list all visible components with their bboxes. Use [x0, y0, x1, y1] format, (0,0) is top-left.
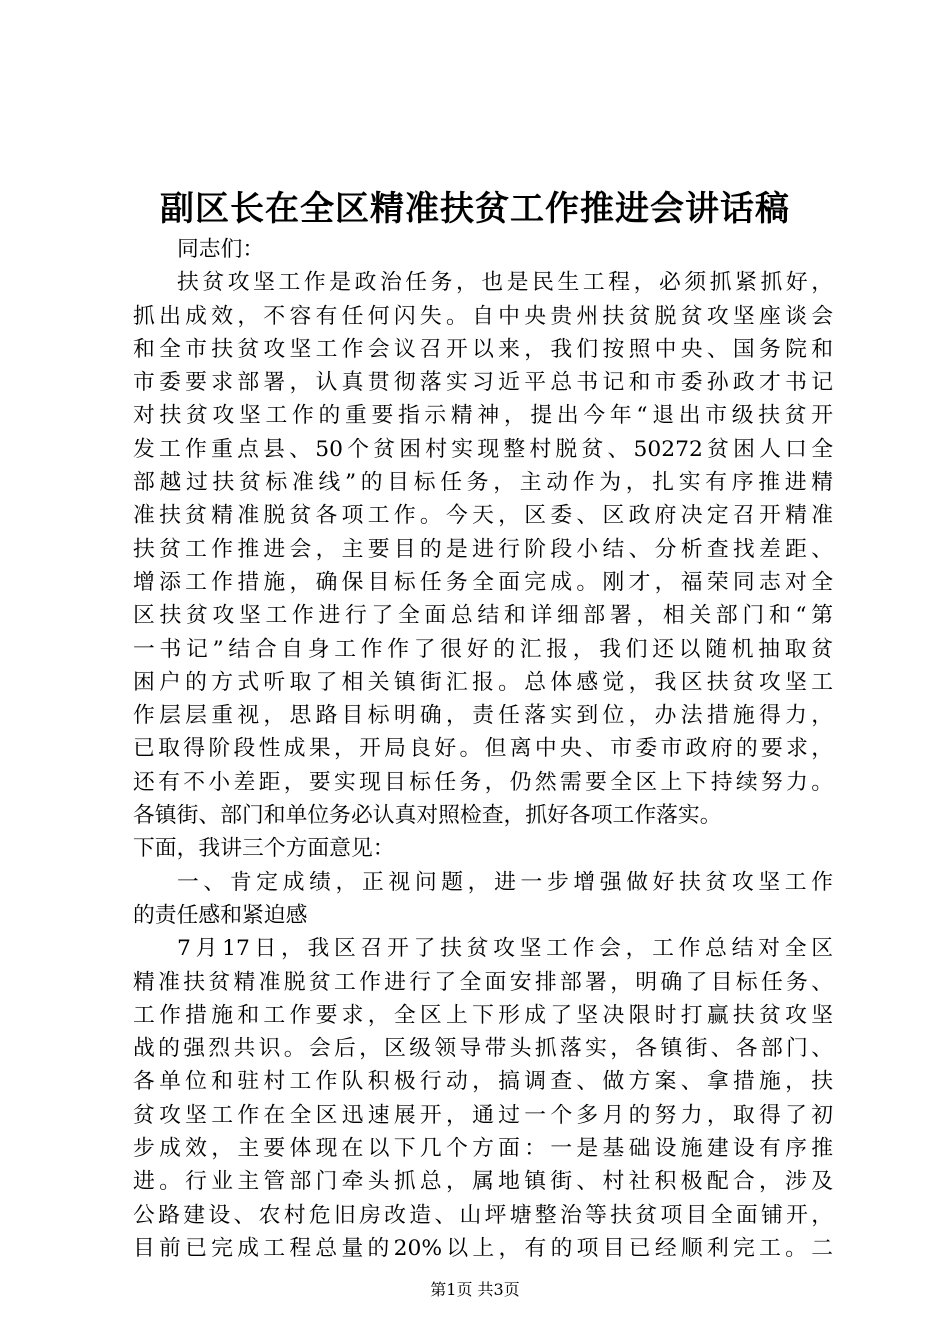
text-line: 一、肯定成绩，正视问题，进一步增强做好扶贫攻坚工作	[177, 869, 833, 895]
text-line: 市委要求部署，认真贯彻落实习近平总书记和市委孙政才书记	[133, 370, 833, 396]
text-line: 贫攻坚工作在全区迅速展开，通过一个多月的努力，取得了初	[133, 1102, 833, 1128]
text-line: 一书记”结合自身工作作了很好的汇报，我们还以随机抽取贫	[133, 636, 833, 662]
text-line: 对扶贫攻坚工作的重要指示精神，提出今年“退出市级扶贫开	[133, 403, 833, 429]
text-line: 目前已完成工程总量的20%以上，有的项目已经顺利完工。二	[133, 1235, 833, 1261]
text-line: 精准扶贫精准脱贫工作进行了全面安排部署，明确了目标任务、	[133, 969, 833, 995]
text-line: 步成效，主要体现在以下几个方面：一是基础设施建设有序推	[133, 1136, 833, 1162]
text-line: 还有不小差距，要实现目标任务，仍然需要全区上下持续努力。	[133, 769, 833, 795]
document-title: 副区长在全区精准扶贫工作推进会讲话稿	[160, 189, 790, 229]
text-line: 困户的方式听取了相关镇街汇报。总体感觉，我区扶贫攻坚工	[133, 669, 833, 695]
text-line: 各镇街、部门和单位务必认真对照检查，抓好各项工作落实。	[133, 803, 722, 829]
text-line: 部越过扶贫标准线”的目标任务，主动作为，扎实有序推进精	[133, 470, 833, 496]
text-line: 进。行业主管部门牵头抓总，属地镇街、村社积极配合，涉及	[133, 1169, 833, 1195]
text-line: 扶贫工作推进会，主要目的是进行阶段小结、分析查找差距、	[133, 536, 833, 562]
text-line: 扶贫攻坚工作是政治任务，也是民生工程，必须抓紧抓好，	[177, 270, 833, 296]
text-line: 和全市扶贫攻坚工作会议召开以来，我们按照中央、国务院和	[133, 336, 833, 362]
text-line: 作层层重视，思路目标明确，责任落实到位，办法措施得力，	[133, 703, 833, 729]
text-line: 发工作重点县、50个贫困村实现整村脱贫、50272贫困人口全	[133, 436, 833, 462]
text-line: 工作措施和工作要求，全区上下形成了坚决限时打赢扶贫攻坚	[133, 1002, 833, 1028]
text-line: 同志们：	[177, 237, 265, 262]
page-footer: 第1页 共3页	[430, 1280, 520, 1299]
text-line: 下面，我讲三个方面意见：	[133, 836, 395, 862]
text-line: 各单位和驻村工作队积极行动，搞调查、做方案、拿措施，扶	[133, 1069, 833, 1095]
text-line: 7月17日，我区召开了扶贫攻坚工作会，工作总结对全区	[177, 936, 833, 962]
text-line: 已取得阶段性成果，开局良好。但离中央、市委市政府的要求，	[133, 736, 833, 762]
text-line: 增添工作措施，确保目标任务全面完成。刚才，福荣同志对全	[133, 569, 833, 595]
document-body	[133, 233, 833, 1265]
text-line: 公路建设、农村危旧房改造、山坪塘整治等扶贫项目全面铺开，	[133, 1202, 833, 1228]
text-line: 的责任感和紧迫感	[133, 902, 308, 928]
text-line: 战的强烈共识。会后，区级领导带头抓落实，各镇街、各部门、	[133, 1036, 833, 1062]
text-line: 准扶贫精准脱贫各项工作。今天，区委、区政府决定召开精准	[133, 503, 833, 529]
text-line: 抓出成效，不容有任何闪失。自中央贵州扶贫脱贫攻坚座谈会	[133, 303, 833, 329]
text-line: 区扶贫攻坚工作进行了全面总结和详细部署，相关部门和“第	[133, 603, 833, 629]
